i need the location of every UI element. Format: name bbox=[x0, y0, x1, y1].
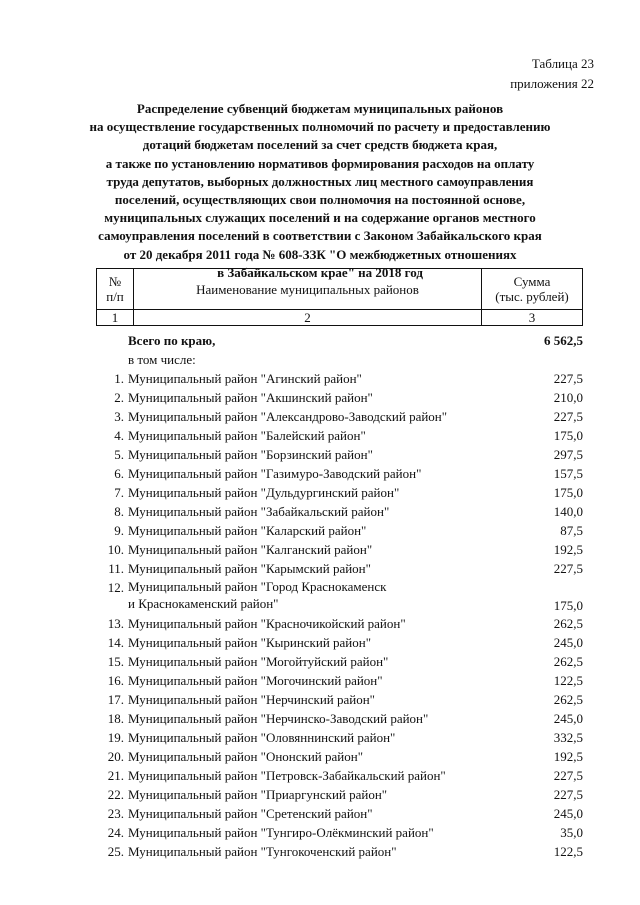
row-number: 14. bbox=[107, 635, 124, 650]
district-amount: 262,5 bbox=[553, 692, 583, 707]
district-amount: 227,5 bbox=[553, 787, 583, 802]
district-amount: 245,0 bbox=[553, 635, 583, 650]
title-line: самоуправления поселений в соответствии с Законом Забайкальского края bbox=[98, 228, 542, 244]
district-name bbox=[128, 671, 383, 690]
table-row bbox=[96, 502, 583, 521]
row-number: 4. bbox=[114, 428, 124, 443]
district-name-line: Муниципальный район "Карымский район" bbox=[128, 561, 371, 576]
table-row bbox=[96, 445, 583, 464]
district-name-line: Муниципальный район "Могочинский район" bbox=[128, 673, 383, 688]
district-name-line: Муниципальный район "Приаргунский район" bbox=[128, 787, 388, 802]
district-name bbox=[128, 445, 373, 464]
district-name-line: Муниципальный район "Газимуро-Заводский район" bbox=[128, 466, 422, 481]
district-name-line: Муниципальный район "Город Краснокаменск bbox=[128, 579, 387, 594]
row-number: 21. bbox=[107, 768, 124, 783]
row-number: 1. bbox=[114, 371, 124, 386]
row-number: 9. bbox=[114, 523, 124, 538]
district-name bbox=[128, 369, 362, 388]
table-row bbox=[96, 823, 583, 842]
district-name-line: Муниципальный район "Ононский район" bbox=[128, 749, 364, 764]
table-row bbox=[96, 559, 583, 578]
table-row bbox=[96, 388, 583, 407]
district-amount: 122,5 bbox=[553, 844, 583, 859]
table-row bbox=[96, 426, 583, 445]
district-amount: 175,0 bbox=[553, 428, 583, 443]
table-row bbox=[96, 671, 583, 690]
subtotal-caption-row bbox=[96, 350, 583, 369]
table-row bbox=[96, 483, 583, 502]
district-name-line: Муниципальный район "Нерчинско-Заводский район" bbox=[128, 711, 429, 726]
district-amount: 297,5 bbox=[553, 447, 583, 462]
district-name bbox=[128, 690, 375, 709]
table-row bbox=[96, 521, 583, 540]
table-row bbox=[96, 369, 583, 388]
title-line: дотаций бюджетам поселений за счет средств бюджета края, bbox=[142, 137, 498, 153]
district-name bbox=[128, 766, 446, 785]
row-number: 18. bbox=[107, 711, 124, 726]
district-name-line: Муниципальный район "Александрово-Заводский район" bbox=[128, 409, 448, 424]
appendix-number: приложения 22 bbox=[510, 76, 594, 91]
district-name-line: Муниципальный район "Тунгокоченский район" bbox=[128, 844, 397, 859]
district-name bbox=[128, 709, 428, 728]
table-row bbox=[96, 785, 583, 804]
row-number: 2. bbox=[114, 390, 124, 405]
table-row bbox=[96, 540, 583, 559]
district-name bbox=[128, 728, 395, 747]
district-name-line: Муниципальный район "Красночикойский район" bbox=[128, 616, 406, 631]
district-name bbox=[128, 652, 388, 671]
table-header bbox=[96, 268, 583, 326]
district-amount: 175,0 bbox=[553, 485, 583, 500]
row-number: 24. bbox=[107, 825, 124, 840]
row-number: 20. bbox=[107, 749, 124, 764]
district-name-line: и Краснокаменский район" bbox=[128, 596, 279, 611]
district-name bbox=[128, 633, 371, 652]
district-name bbox=[128, 614, 406, 633]
district-amount: 262,5 bbox=[553, 654, 583, 669]
table-number: Таблица 23 bbox=[531, 56, 594, 71]
district-amount: 262,5 bbox=[553, 616, 583, 631]
title-line: на осуществление государственных полномочий по расчету и предоставлению bbox=[89, 119, 551, 135]
col-sum-header: Сумма (тыс. рублей) bbox=[482, 269, 583, 310]
district-name-line: Муниципальный район "Агинский район" bbox=[128, 371, 362, 386]
col-index-1: 1 bbox=[97, 310, 134, 326]
table-row bbox=[96, 728, 583, 747]
district-amount: 87,5 bbox=[560, 523, 583, 538]
title-line: а также по установлению нормативов формирования расходов на оплату bbox=[105, 155, 535, 171]
district-name-line: Муниципальный район "Борзинский район" bbox=[128, 447, 373, 462]
district-amount: 210,0 bbox=[553, 390, 583, 405]
district-amount: 227,5 bbox=[553, 409, 583, 424]
district-name bbox=[128, 559, 371, 578]
district-name bbox=[128, 747, 363, 766]
district-name-line: Муниципальный район "Дульдургинский район" bbox=[128, 485, 400, 500]
district-amount: 227,5 bbox=[553, 561, 583, 576]
district-amount: 35,0 bbox=[560, 825, 583, 840]
table-row bbox=[96, 652, 583, 671]
row-number: 23. bbox=[107, 806, 124, 821]
title-line: труда депутатов, выборных должностных лиц местного самоуправления bbox=[106, 173, 534, 189]
row-number: 11. bbox=[108, 561, 124, 576]
district-amount: 227,5 bbox=[553, 768, 583, 783]
total-label: Всего по краю, bbox=[128, 333, 216, 348]
district-name bbox=[128, 823, 434, 842]
district-amount: 192,5 bbox=[553, 542, 583, 557]
district-name-line: Муниципальный район "Акшинский район" bbox=[128, 390, 373, 405]
table-row bbox=[96, 614, 583, 633]
total-value: 6 562,5 bbox=[544, 333, 583, 348]
district-name bbox=[128, 804, 373, 823]
district-name-line: Муниципальный район "Кыринский район" bbox=[128, 635, 372, 650]
col-index-3: 3 bbox=[482, 310, 583, 326]
row-number: 13. bbox=[107, 616, 124, 631]
row-number: 3. bbox=[114, 409, 124, 424]
district-amount: 227,5 bbox=[553, 371, 583, 386]
table-row bbox=[96, 747, 583, 766]
table-row bbox=[96, 804, 583, 823]
row-number: 15. bbox=[107, 654, 124, 669]
title-line: поселений, осуществляющих свои полномочия на постоянной основе, bbox=[114, 192, 526, 208]
district-name bbox=[128, 540, 372, 559]
title-line: от 20 декабря 2011 года № 608-ЗЗК "О межбюджетных отношениях bbox=[123, 246, 517, 262]
district-amount: 157,5 bbox=[553, 466, 583, 481]
title-line: Распределение субвенций бюджетам муниципальных районов bbox=[136, 101, 504, 116]
district-name bbox=[128, 407, 447, 426]
table-row bbox=[96, 578, 583, 614]
table-row bbox=[96, 407, 583, 426]
district-name-line: Муниципальный район "Нерчинский район" bbox=[128, 692, 375, 707]
total-row bbox=[96, 331, 583, 350]
district-amount: 122,5 bbox=[553, 673, 583, 688]
row-number: 12. bbox=[107, 580, 124, 595]
row-number: 16. bbox=[107, 673, 124, 688]
table-row bbox=[96, 842, 583, 861]
row-number: 25. bbox=[107, 844, 124, 859]
col-index-2: 2 bbox=[134, 310, 482, 326]
table-row bbox=[96, 633, 583, 652]
district-name bbox=[128, 464, 421, 483]
district-name-line: Муниципальный район "Петровск-Забайкальский район" bbox=[128, 768, 446, 783]
district-name bbox=[128, 388, 373, 407]
row-number: 6. bbox=[114, 466, 124, 481]
row-number: 22. bbox=[107, 787, 124, 802]
district-name-line: Муниципальный район "Забайкальский район" bbox=[128, 504, 390, 519]
row-number: 5. bbox=[114, 447, 124, 462]
table-row bbox=[96, 709, 583, 728]
including-caption: в том числе: bbox=[128, 352, 196, 367]
district-amount: 245,0 bbox=[553, 711, 583, 726]
table-body bbox=[96, 331, 583, 861]
row-number: 7. bbox=[114, 485, 124, 500]
col-number-header: № п/п bbox=[97, 269, 134, 310]
district-name bbox=[128, 483, 399, 502]
district-name-line: Муниципальный район "Балейский район" bbox=[128, 428, 366, 443]
district-name bbox=[128, 578, 386, 612]
district-name bbox=[128, 502, 389, 521]
district-name-line: Муниципальный район "Тунгиро-Олёкминский район" bbox=[128, 825, 434, 840]
district-name bbox=[128, 785, 387, 804]
district-amount: 140,0 bbox=[553, 504, 583, 519]
table-row bbox=[96, 690, 583, 709]
district-name-line: Муниципальный район "Калганский район" bbox=[128, 542, 373, 557]
district-name-line: Муниципальный район "Каларский район" bbox=[128, 523, 367, 538]
district-name bbox=[128, 426, 366, 445]
table-row bbox=[96, 464, 583, 483]
row-number: 10. bbox=[107, 542, 124, 557]
document-title bbox=[60, 100, 580, 282]
district-name bbox=[128, 842, 397, 861]
district-amount: 175,0 bbox=[553, 598, 583, 613]
table-row bbox=[96, 766, 583, 785]
district-name bbox=[128, 521, 366, 540]
district-name-line: Муниципальный район "Оловяннинский район" bbox=[128, 730, 396, 745]
district-amount: 332,5 bbox=[553, 730, 583, 745]
title-line: в Забайкальском крае" на 2018 год bbox=[217, 264, 423, 280]
row-number: 17. bbox=[107, 692, 124, 707]
col-name-header: Наименование муниципальных районов bbox=[134, 269, 482, 310]
row-number: 19. bbox=[107, 730, 124, 745]
district-name-line: Муниципальный район "Сретенский район" bbox=[128, 806, 373, 821]
district-amount: 245,0 bbox=[553, 806, 583, 821]
row-number: 8. bbox=[114, 504, 124, 519]
title-line: муниципальных служащих поселений и на содержание органов местного bbox=[104, 210, 536, 226]
district-name-line: Муниципальный район "Могойтуйский район" bbox=[128, 654, 389, 669]
district-amount: 192,5 bbox=[553, 749, 583, 764]
